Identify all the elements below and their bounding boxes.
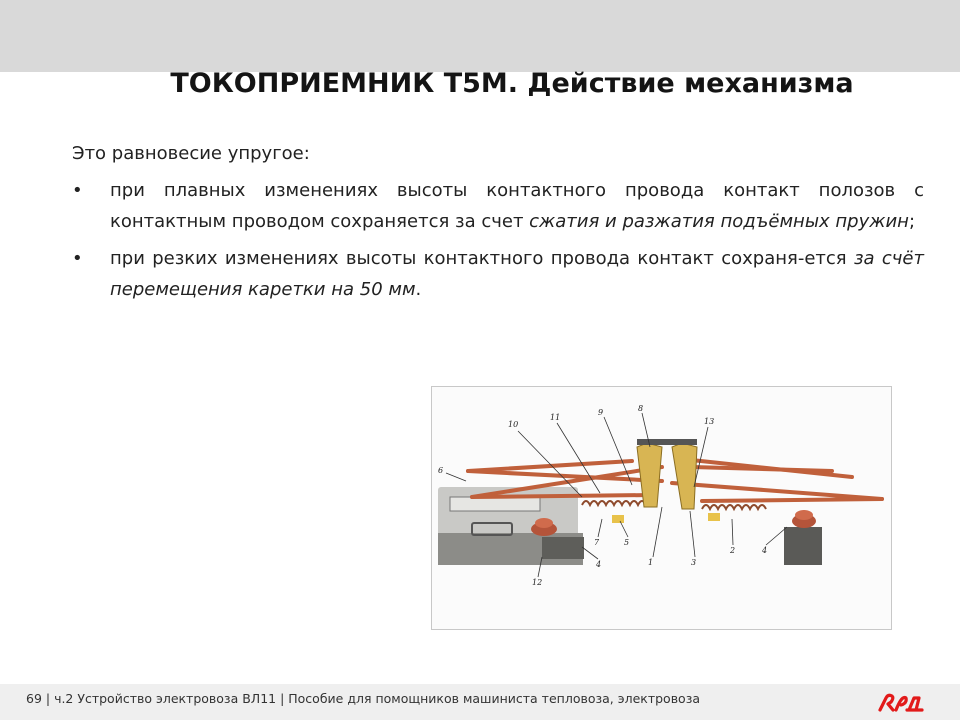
label-5: 5: [624, 538, 630, 547]
intro-text: Это равновесие упругое:: [72, 143, 310, 164]
label-1: 1: [648, 558, 654, 567]
right-insulator-base: [784, 527, 822, 565]
pantograph-illustration: [431, 386, 892, 630]
bullet-emphasis: за счёт перемещения каретки на 50 мм: [110, 248, 924, 300]
base-rail: [450, 497, 540, 511]
bullet-emphasis: сжатия и разжатия подъёмных пружин: [529, 211, 909, 232]
bullet-text: при резких изменениях высоты контактного провода контакт сохраня-ется: [110, 248, 854, 269]
label-2: 2: [730, 546, 736, 555]
base-block: [542, 537, 584, 559]
header-band: [0, 0, 960, 72]
label-4-right: 4: [762, 546, 768, 555]
right-insulator-cap: [795, 510, 813, 520]
left-insulator-cap: [535, 518, 553, 528]
carriage-part: [612, 515, 624, 523]
bullet-list: [72, 175, 924, 305]
label-13: 13: [704, 417, 715, 426]
carriage-part: [708, 513, 720, 521]
label-6: 6: [438, 466, 444, 475]
bullet-tail: .: [415, 279, 422, 300]
list-item: [72, 243, 924, 305]
bullet-tail: ;: [908, 211, 916, 232]
footer-text: 69 | ч.2 Устройство электровоза ВЛ11 | Пособие для помощников машиниста тепловоза, электровоза: [26, 691, 701, 706]
label-3: 3: [691, 558, 697, 567]
label-4-left: 4: [596, 560, 602, 569]
label-10: 10: [508, 420, 519, 429]
page-title: ТОКОПРИЕМНИК Т5М. Действие механизма: [170, 68, 854, 99]
label-12: 12: [532, 578, 543, 587]
bullet-marker: •: [72, 248, 83, 269]
label-8: 8: [638, 404, 644, 413]
slide-body: [72, 138, 924, 311]
bullet-text: при плавных изменениях высоты контактного провода контакт полозов с контактным проводом сохраняется за счет: [110, 180, 924, 232]
list-item: [72, 175, 924, 237]
pantograph-diagram: [432, 387, 891, 629]
bullet-marker: •: [72, 180, 83, 201]
label-7: 7: [594, 538, 600, 547]
label-9: 9: [598, 408, 604, 417]
label-11: 11: [550, 413, 561, 422]
contact-shoes: [637, 439, 697, 509]
rzd-logo-icon: [876, 688, 926, 716]
